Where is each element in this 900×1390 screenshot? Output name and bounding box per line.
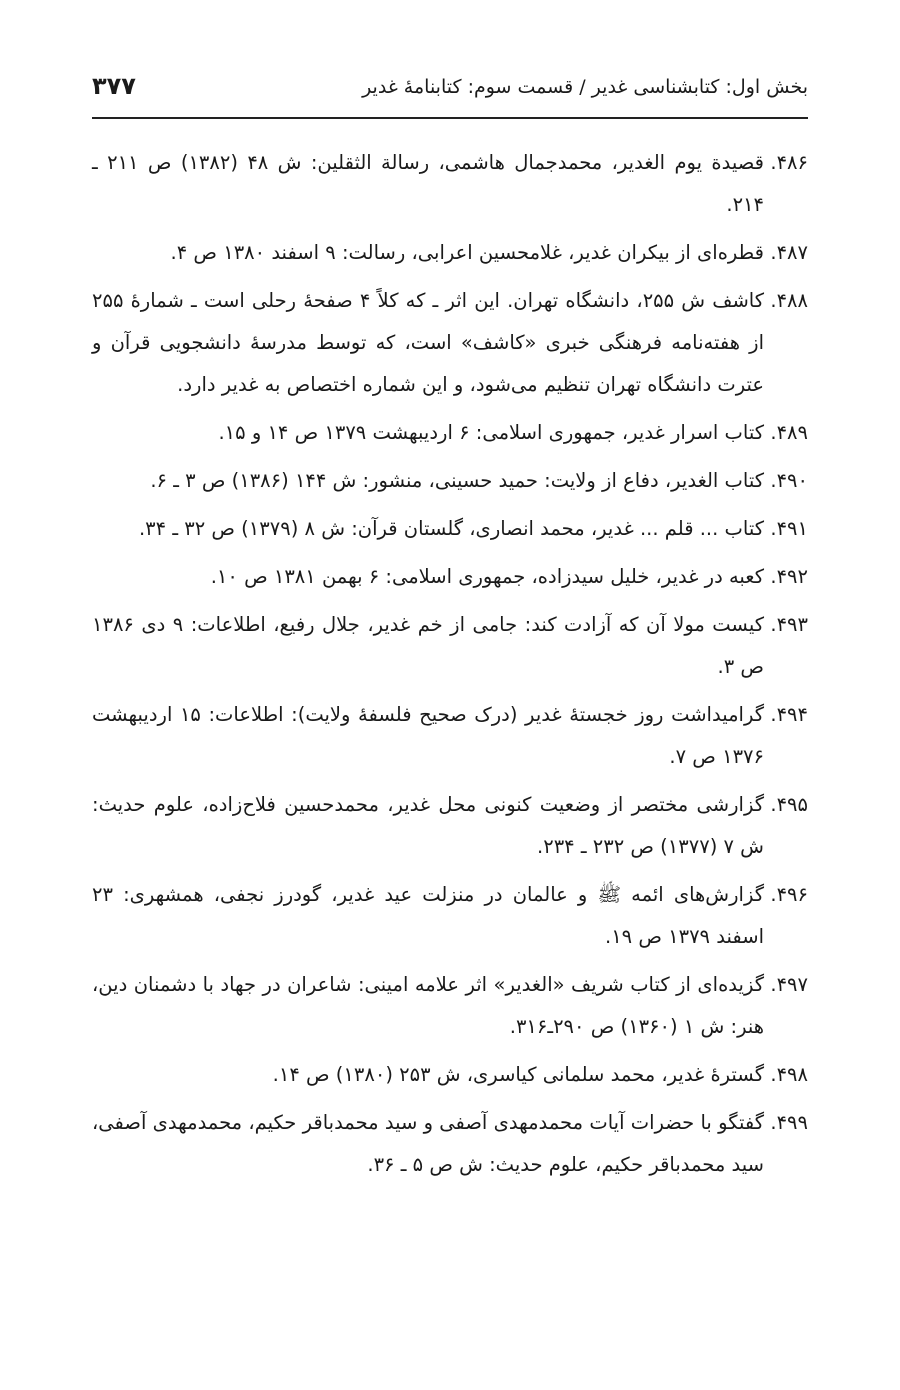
entry-text: کیست مولا آن که آزادت کند: جامی از خم غدیر، جلال رفیع، اطلاعات: ۹ دی ۱۳۸۶ ص ۳. [92,613,765,678]
entry-text: قصیدة یوم الغدیر، محمدجمال هاشمی، رسالة الثقلین: ش ۴۸ (۱۳۸۲) ص ۲۱۱ ـ ۲۱۴. [92,151,764,216]
bibliography-entry-491 [92,508,808,550]
entry-text: گزارشی مختصر از وضعیت کنونی محل غدیر، محمدحسین فلاح‌زاده، علوم حدیث: ش ۷ (۱۳۷۷) ص ۲۳۲ ـ ۲۳۴. [92,793,764,858]
entry-text: گزیده‌ای از کتاب شریف «الغدیر» اثر علامه امینی: شاعران در جهاد با دشمنان دین، هنر: ش ۱ (۱۳۶۰) ص ۲۹۰ـ۳۱۶. [92,973,764,1038]
entry-text: قطره‌ای از بیکران غدیر، غلامحسین اعرابی، رسالت: ۹ اسفند ۱۳۸۰ ص ۴. [170,241,764,264]
running-head: بخش اول: کتابشناسی غدیر / قسمت سوم: کتابنامهٔ غدیر [362,76,808,98]
entry-number: ۴۹۳. [770,613,808,636]
entry-text: گسترهٔ غدیر، محمد سلمانی کیاسری، ش ۲۵۳ (۱۳۸۰) ص ۱۴. [272,1063,764,1086]
header-rule [92,117,808,119]
bibliography-entry-487 [92,232,808,274]
entry-number: ۴۹۶. [770,883,808,906]
bibliography-entry-492 [92,556,808,598]
page-header [92,70,808,116]
entry-number: ۴۸۷. [770,241,808,264]
entry-number: ۴۸۶. [770,151,808,174]
entry-text: کتاب الغدیر، دفاع از ولایت: حمید حسینی، منشور: ش ۱۴۴ (۱۳۸۶) ص ۳ ـ ۶. [150,469,764,492]
entry-number: ۴۹۴. [770,703,808,726]
bibliography-entry-495 [92,784,808,868]
entry-text: کتاب اسرار غدیر، جمهوری اسلامی: ۶ اردیبهشت ۱۳۷۹ ص ۱۴ و ۱۵. [218,421,764,444]
bibliography-entry-497 [92,964,808,1048]
bibliography-list [92,142,808,1192]
bibliography-entry-493 [92,604,808,688]
bibliography-entry-494 [92,694,808,778]
entry-number: ۴۹۹. [770,1111,808,1134]
bibliography-entry-490 [92,460,808,502]
bibliography-entry-488 [92,280,808,406]
bibliography-entry-498 [92,1054,808,1096]
entry-text: گرامیداشت روز خجستهٔ غدیر (درک صحیح فلسفهٔ ولایت): اطلاعات: ۱۵ اردیبهشت ۱۳۷۶ ص ۷. [92,703,764,768]
entry-number: ۴۹۵. [770,793,808,816]
entry-number: ۴۸۸. [770,289,808,312]
page-number: ۳۷۷ [92,72,136,100]
entry-text: کتاب ... قلم ... غدیر، محمد انصاری، گلستان قرآن: ش ۸ (۱۳۷۹) ص ۳۲ ـ ۳۴. [138,517,764,540]
entry-text: گزارش‌های ائمه ﷺ و عالمان در منزلت عید غدیر، گودرز نجفی، همشهری: ۲۳ اسفند ۱۳۷۹ ص ۱۹. [92,883,764,948]
bibliography-entry-486 [92,142,808,226]
bibliography-entry-489 [92,412,808,454]
entry-text: کاشف ش ۲۵۵، دانشگاه تهران. این اثر ـ که کلاً ۴ صفحهٔ رحلی است ـ شمارهٔ ۲۵۵ از هفته‌نامه فرهنگی خبری «کاشف» است، که توسط مدرسهٔ دانشجویی قرآن و عترت دانشگاه تهران تنظیم می‌شود، و این شماره اختصاص به غدیر دارد. [92,289,765,396]
bibliography-entry-499 [92,1102,808,1186]
entry-number: ۴۹۷. [770,973,808,996]
entry-number: ۴۹۱. [770,517,808,540]
entry-number: ۴۸۹. [770,421,808,444]
entry-number: ۴۹۲. [770,565,808,588]
entry-number: ۴۹۸. [770,1063,808,1086]
entry-text: کعبه در غدیر، خلیل سیدزاده، جمهوری اسلامی: ۶ بهمن ۱۳۸۱ ص ۱۰. [210,565,764,588]
entry-number: ۴۹۰. [770,469,808,492]
bibliography-entry-496 [92,874,808,958]
entry-text: گفتگو با حضرات آیات محمدمهدی آصفی و سید محمدباقر حکیم، محمدمهدی آصفی، سید محمدباقر حکیم، علوم حدیث: ش ص ۵ ـ ۳۶. [92,1111,764,1176]
